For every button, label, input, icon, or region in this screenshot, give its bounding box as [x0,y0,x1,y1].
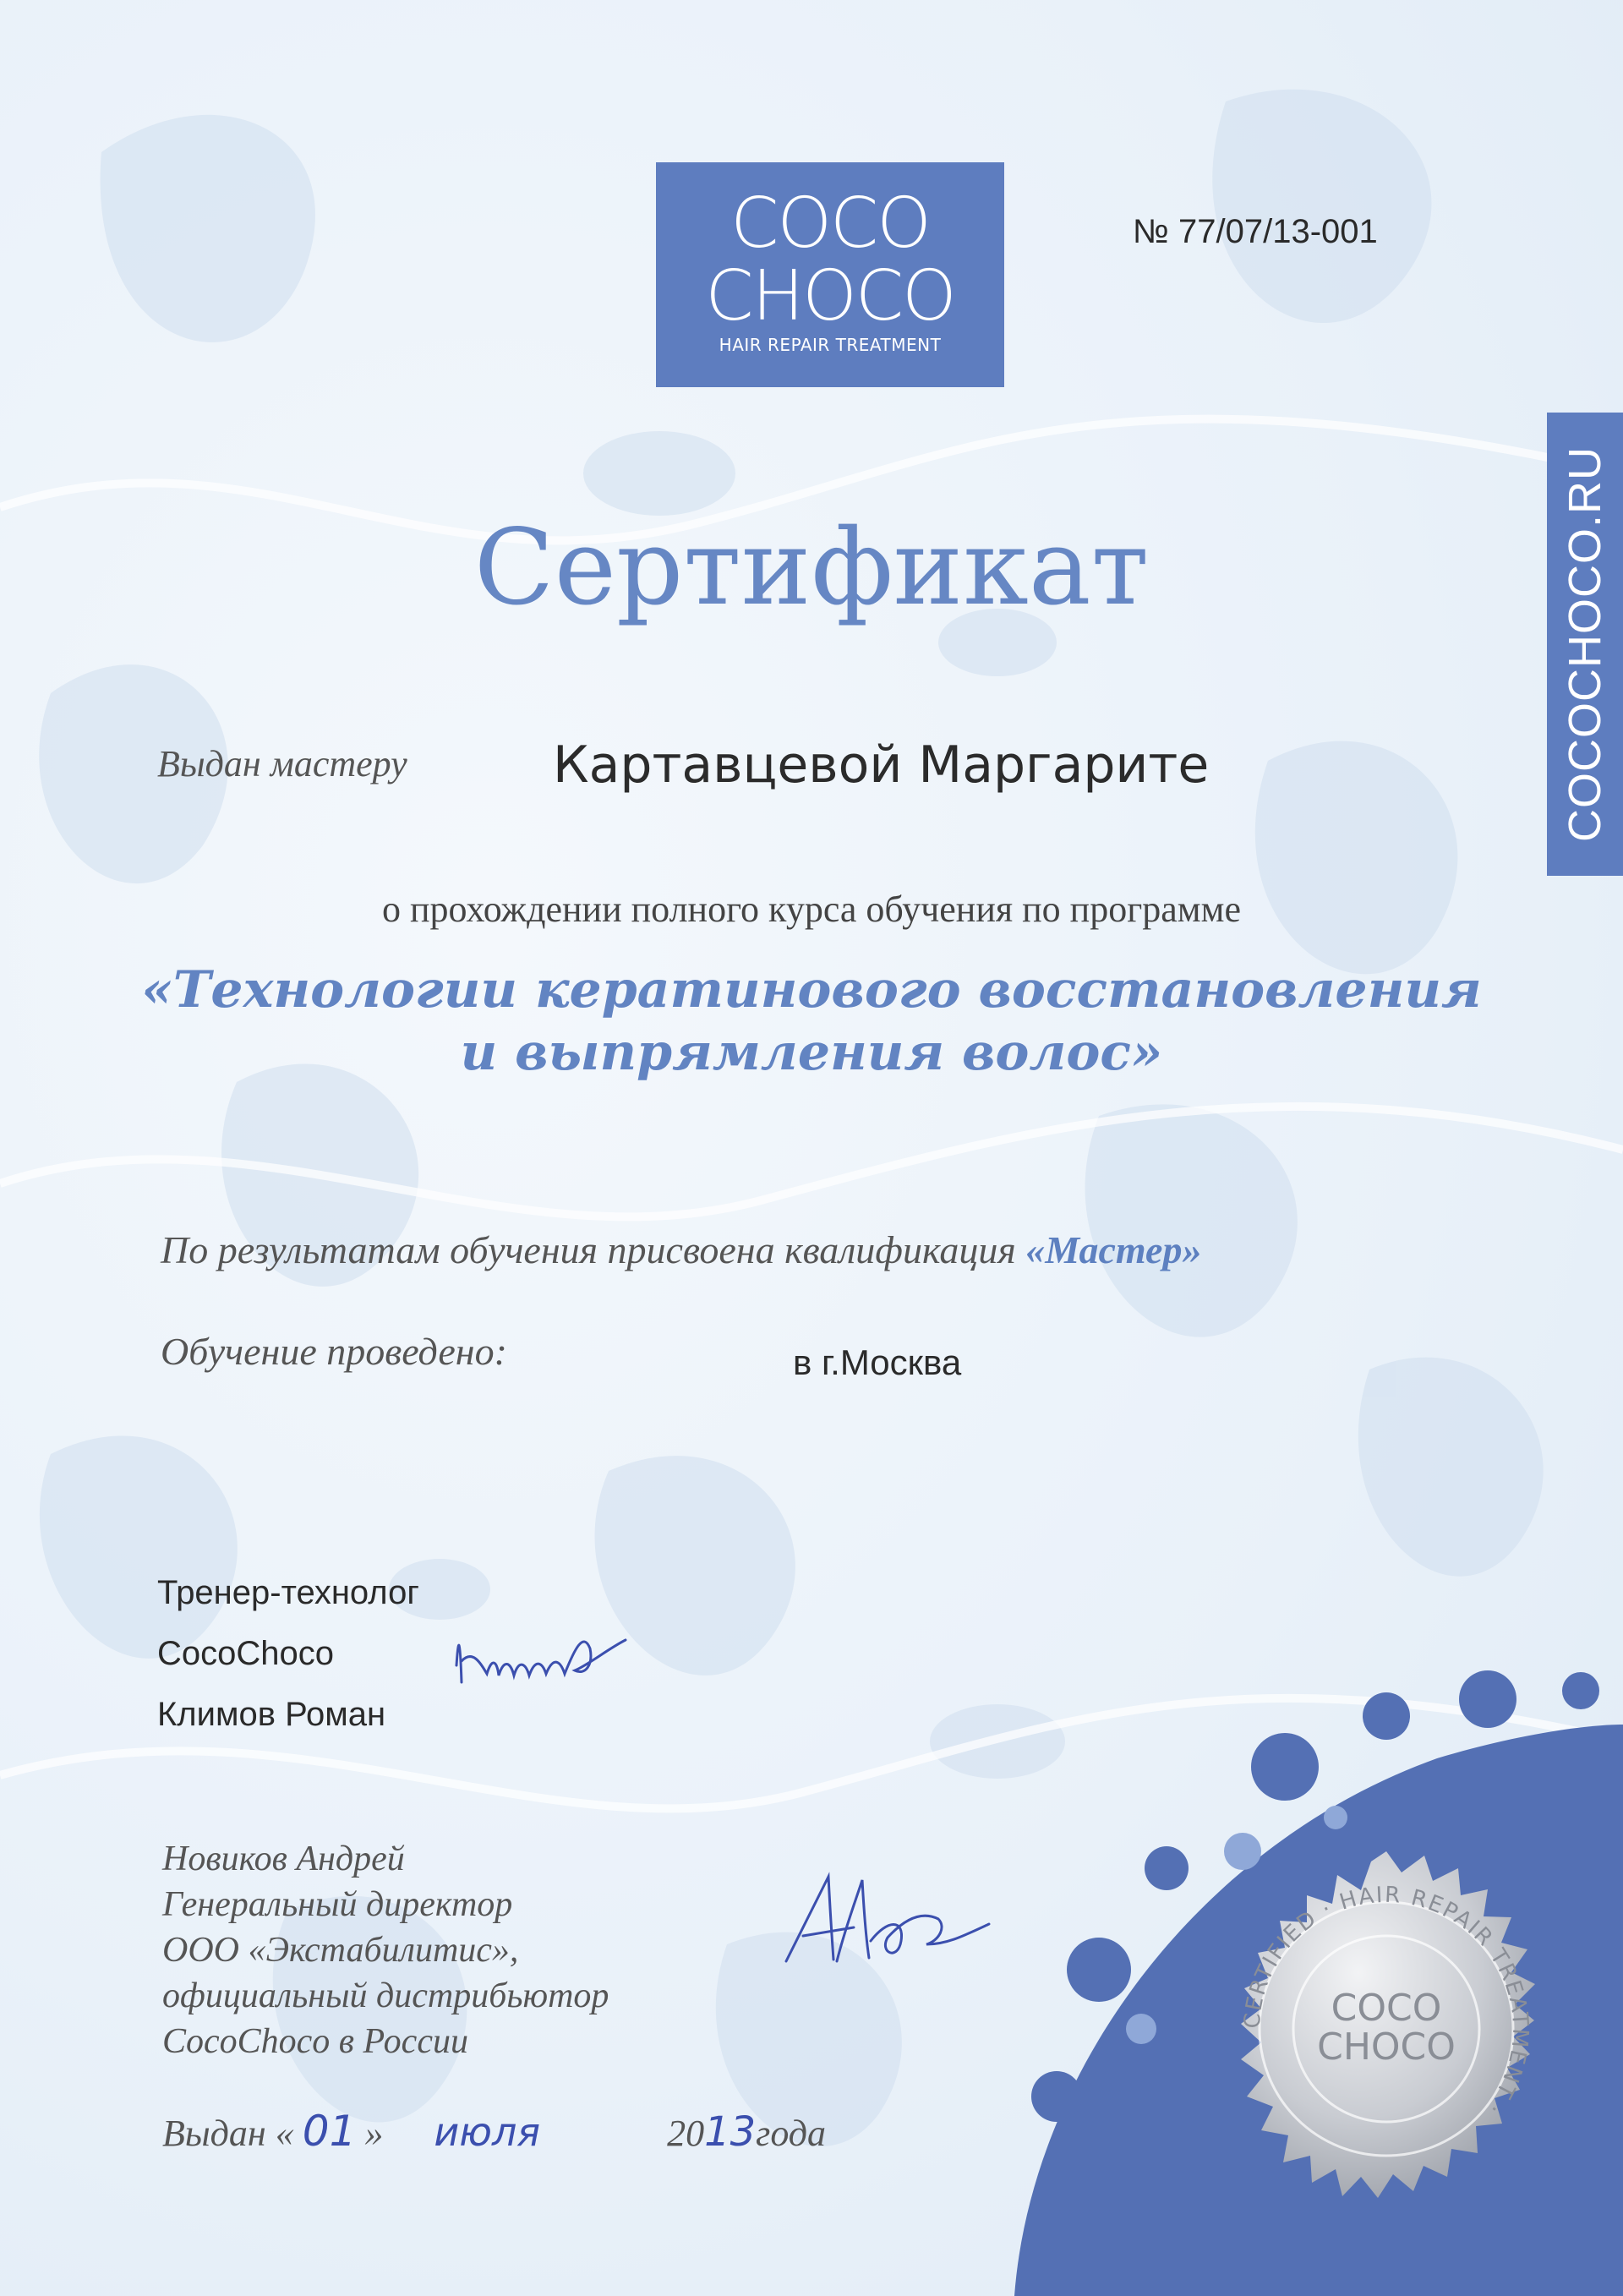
issue-prefix: Выдан « [162,2113,294,2154]
issue-day: 01 [302,2107,357,2156]
certified-seal [1200,1843,1572,2215]
director-company: ООО «Экстабилитис», [162,1931,519,1970]
program-title-line1: «Технологии кератинового восстановления [141,960,1482,1020]
logo-tagline: HAIR REPAIR TREATMENT [719,335,942,355]
issue-year-suffix: 13 [704,2108,757,2156]
qualification-line [161,1227,1201,1272]
program-title-line2: и выпрямления волос» [460,1023,1163,1082]
qualification-value: «Мастер» [1025,1228,1202,1271]
issue-month: июля [434,2109,541,2155]
director-title: Генеральный директор [162,1885,513,1924]
director-signature [778,1860,997,1978]
seal-ring-text: CERTIFIED · HAIR REPAIR TREATMENT · [1239,1882,1533,2121]
trainer-name: Климов Роман [157,1696,386,1733]
issue-date [162,2107,826,2156]
director-role: официальный дистрибьютор [162,1976,609,2015]
logo-line1: COCO [730,183,930,264]
qualification-text: По результатам обучения присвоена квалификация [161,1228,1016,1271]
trainer-role: Тренер-технолог [157,1574,419,1611]
seal-center-line1: COCO [1331,1987,1442,2030]
course-intro: о прохождении полного курса обучения по программе [382,888,1241,930]
trainer-block [157,1562,419,1745]
issued-to-label: Выдан мастеру [157,743,407,784]
issue-close-quote: » [364,2113,384,2154]
training-city: в г.Москва [793,1342,962,1382]
cococho-logo [656,162,1004,387]
certificate-title: Сертификат [473,507,1150,629]
seal-center-line2: CHOCO [1317,2025,1456,2069]
trainer-company: CocoChoco [157,1635,335,1672]
training-label: Обучение проведено: [161,1330,507,1373]
website-text: COCOCHOCO.RU [1560,446,1610,842]
director-block [162,1836,609,2064]
website-side-tab [1547,413,1623,876]
trainer-signature [448,1615,634,1708]
director-region: CocoChoco в России [162,2022,468,2061]
issue-year-prefix: 20 [667,2113,705,2154]
logo-line2: CHOCO [705,256,955,336]
issue-year-word: года [756,2113,827,2154]
director-name: Новиков Андрей [162,1840,405,1878]
certificate-number: № 77/07/13-001 [1133,213,1378,250]
recipient-name: Картавцевой Маргарите [553,735,1210,795]
